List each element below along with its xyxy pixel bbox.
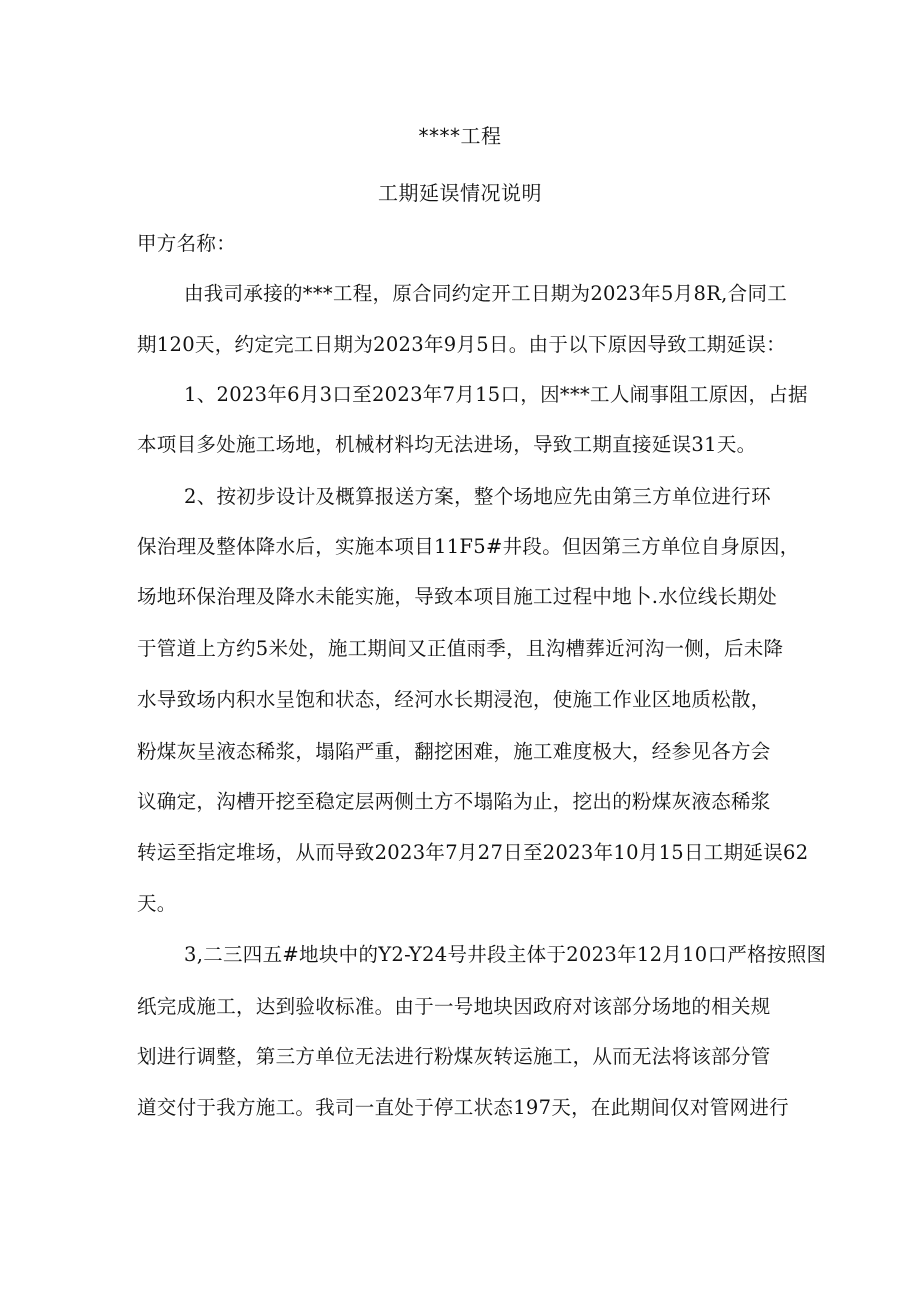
item3-line: 纸完成施工，达到验收标准。由于一号地块因政府对该部分场地的相关规 xyxy=(137,995,771,1018)
item2-line: 场地环保治理及降水未能实施，导致本项目施工过程中地卜.水位线长期处 xyxy=(137,585,778,608)
item2-line: 于管道上方约5米处，施工期间又正值雨季，且沟槽葬近河沟一侧，后未降 xyxy=(137,637,784,660)
intro-line: 期120天，约定完工日期为2023年9月5日。由于以下原因导致工期延误： xyxy=(137,333,786,356)
addressee-line: 甲方名称： xyxy=(137,232,237,255)
item2-line: 议确定，沟槽开挖至稳定层两侧土方不塌陷为止，挖出的粉煤灰液态稀浆 xyxy=(137,790,771,813)
item2-line: 粉煤灰呈液态稀浆，塌陷严重，翻挖困难，施工难度极大，经参见各方会 xyxy=(137,740,771,763)
item2-line: 保治理及整体降水后，实施本项目11F5#井段。但因第三方单位自身原因， xyxy=(137,535,800,558)
item2-line: 水导致场内积水呈饱和状态，经河水长期浸泡，使施工作业区地质松散， xyxy=(137,688,771,711)
item2-line: 天。 xyxy=(137,892,177,915)
document-subtitle: 工期延误情况说明 xyxy=(378,181,542,205)
item1-line: 1、2023年6月3口至2023年7月15口，因***工人闹事阻工原因，占据 xyxy=(184,383,808,406)
item2-line: 2、按初步设计及概算报送方案，整个场地应先由第三方单位进行环 xyxy=(184,485,771,508)
item3-line: 划进行调整，第三方单位无法进行粉煤灰转运施工，从而无法将该部分管 xyxy=(137,1045,771,1068)
item3-line: 3,二三四五#地块中的Y2-Y24号井段主体于2023年12月10口严格按照图 xyxy=(184,943,827,966)
item2-line: 转运至指定堆场，从而导致2023年7月27日至2023年10月15日工期延误62 xyxy=(137,841,809,864)
item3-line: 道交付于我方施工。我司一直处于停工状态197天，在此期间仅对管网进行 xyxy=(137,1096,789,1119)
document-title: ****工程 xyxy=(418,124,502,148)
intro-line: 由我司承接的***工程，原合同约定开工日期为2023年5月8R,合同工 xyxy=(184,282,788,305)
item1-line: 本项目多处施工场地，机械材料均无法进场，导致工期直接延误31天。 xyxy=(137,433,757,456)
